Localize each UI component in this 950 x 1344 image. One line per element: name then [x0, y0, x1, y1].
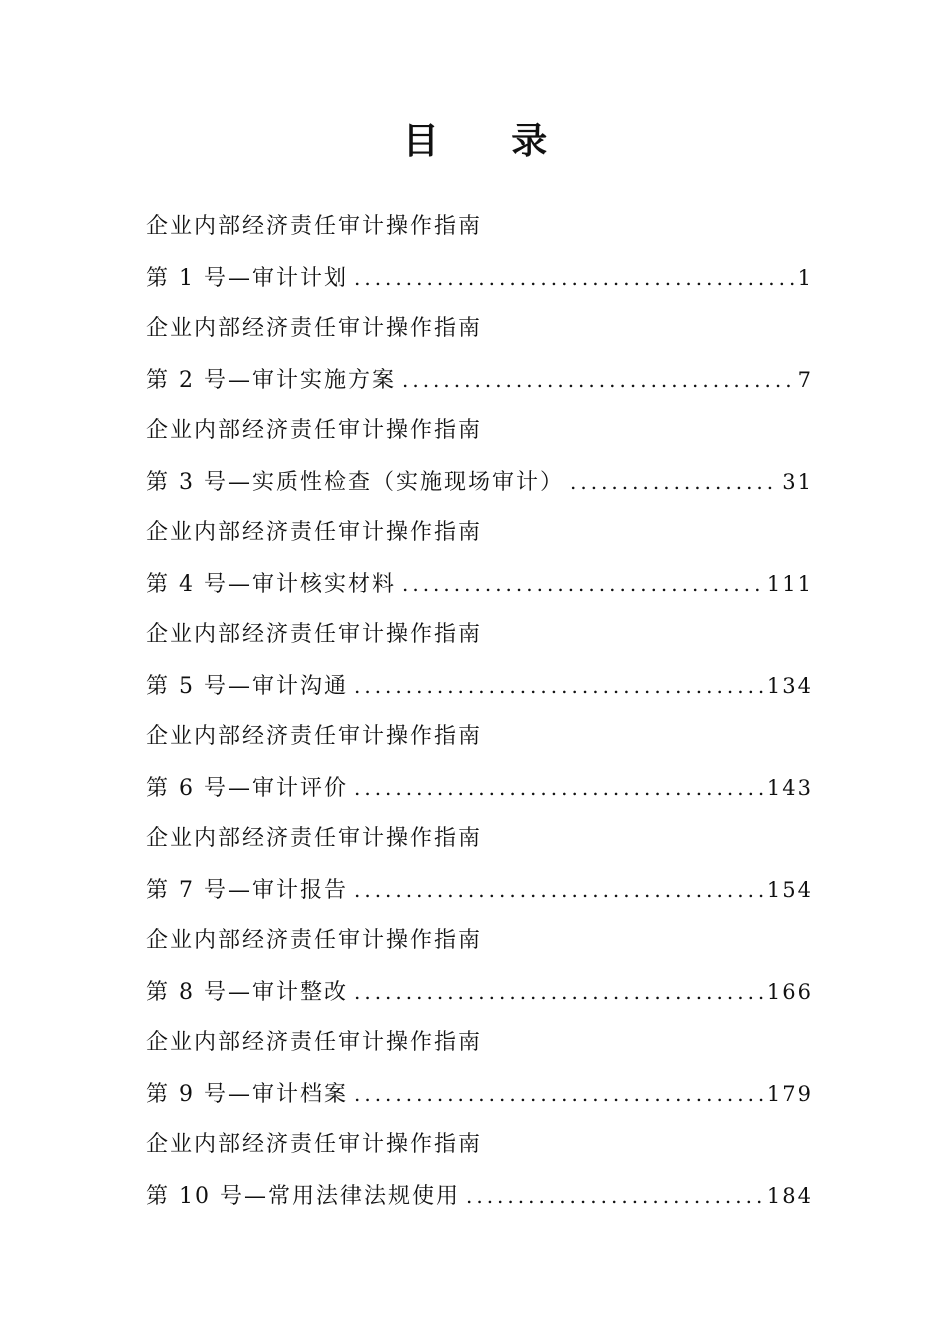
- toc-page-number: 184: [766, 1184, 813, 1208]
- toc-page-number: 179: [766, 1082, 813, 1106]
- toc-page-number: 7: [797, 368, 813, 392]
- toc-entry-heading: 企业内部经济责任审计操作指南: [146, 214, 483, 239]
- toc-entry-link[interactable]: [146, 969, 813, 1020]
- toc-entry: [146, 1122, 813, 1224]
- page-title: 目 录: [402, 121, 578, 162]
- dot-leader: [354, 765, 763, 811]
- toc-entry-link[interactable]: [146, 459, 813, 510]
- dot-leader: [354, 867, 763, 913]
- toc-entry-link[interactable]: [146, 1173, 813, 1224]
- toc-entry-title: 第 9 号—审计档案: [146, 1082, 348, 1107]
- toc-entry: [146, 918, 813, 1020]
- toc-entry-title: 第 4 号—审计核实材料: [146, 572, 396, 597]
- toc-page-number: 134: [766, 674, 813, 698]
- toc-entry-heading: 企业内部经济责任审计操作指南: [146, 418, 483, 443]
- toc-entry-title: 第 2 号—审计实施方案: [146, 368, 396, 393]
- toc-entry: [146, 204, 813, 306]
- toc-entry-title: 第 7 号—审计报告: [146, 878, 348, 903]
- toc-entry-heading: 企业内部经济责任审计操作指南: [146, 316, 483, 341]
- toc-entry-link[interactable]: [146, 663, 813, 714]
- toc-entry: [146, 1020, 813, 1122]
- toc-entry-heading: 企业内部经济责任审计操作指南: [146, 622, 483, 647]
- toc-entry-heading: 企业内部经济责任审计操作指南: [146, 928, 483, 953]
- toc-entry-title: 第 8 号—审计整改: [146, 980, 348, 1005]
- toc-page-number: 154: [766, 878, 813, 902]
- toc-entry-heading: 企业内部经济责任审计操作指南: [146, 1132, 483, 1157]
- toc-entry-link[interactable]: [146, 1071, 813, 1122]
- toc-entry: [146, 306, 813, 408]
- toc-entry-link[interactable]: [146, 867, 813, 918]
- toc-entry-title: 第 3 号—实质性检查（实施现场审计）: [146, 470, 564, 495]
- dot-leader: [354, 255, 794, 301]
- toc-entry-heading: 企业内部经济责任审计操作指南: [146, 826, 483, 851]
- table-of-contents: [146, 204, 813, 1224]
- toc-page-number: 31: [782, 470, 813, 494]
- toc-entry-title: 第 5 号—审计沟通: [146, 674, 348, 699]
- toc-entry: [146, 816, 813, 918]
- toc-entry: [146, 408, 813, 510]
- toc-entry-title: 第 10 号—常用法律法规使用: [146, 1184, 460, 1209]
- toc-entry-heading: 企业内部经济责任审计操作指南: [146, 724, 483, 749]
- toc-entry: [146, 612, 813, 714]
- toc-page-number: 1: [797, 266, 813, 290]
- toc-entry-link[interactable]: [146, 561, 813, 612]
- toc-page-number: 143: [766, 776, 813, 800]
- dot-leader: [354, 1071, 763, 1117]
- dot-leader: [466, 1173, 763, 1219]
- toc-page-number: 166: [766, 980, 813, 1004]
- dot-leader: [570, 459, 778, 505]
- toc-entry-heading: 企业内部经济责任审计操作指南: [146, 520, 483, 545]
- toc-entry-link[interactable]: [146, 255, 813, 306]
- toc-entry: [146, 510, 813, 612]
- toc-page-number: 111: [766, 572, 813, 596]
- dot-leader: [354, 969, 763, 1015]
- toc-entry-heading: 企业内部经济责任审计操作指南: [146, 1030, 483, 1055]
- dot-leader: [402, 561, 763, 607]
- toc-entry-title: 第 1 号—审计计划: [146, 266, 348, 291]
- dot-leader: [402, 357, 794, 403]
- toc-entry-link[interactable]: [146, 765, 813, 816]
- toc-entry-title: 第 6 号—审计评价: [146, 776, 348, 801]
- toc-entry-link[interactable]: [146, 357, 813, 408]
- toc-entry: [146, 714, 813, 816]
- dot-leader: [354, 663, 763, 709]
